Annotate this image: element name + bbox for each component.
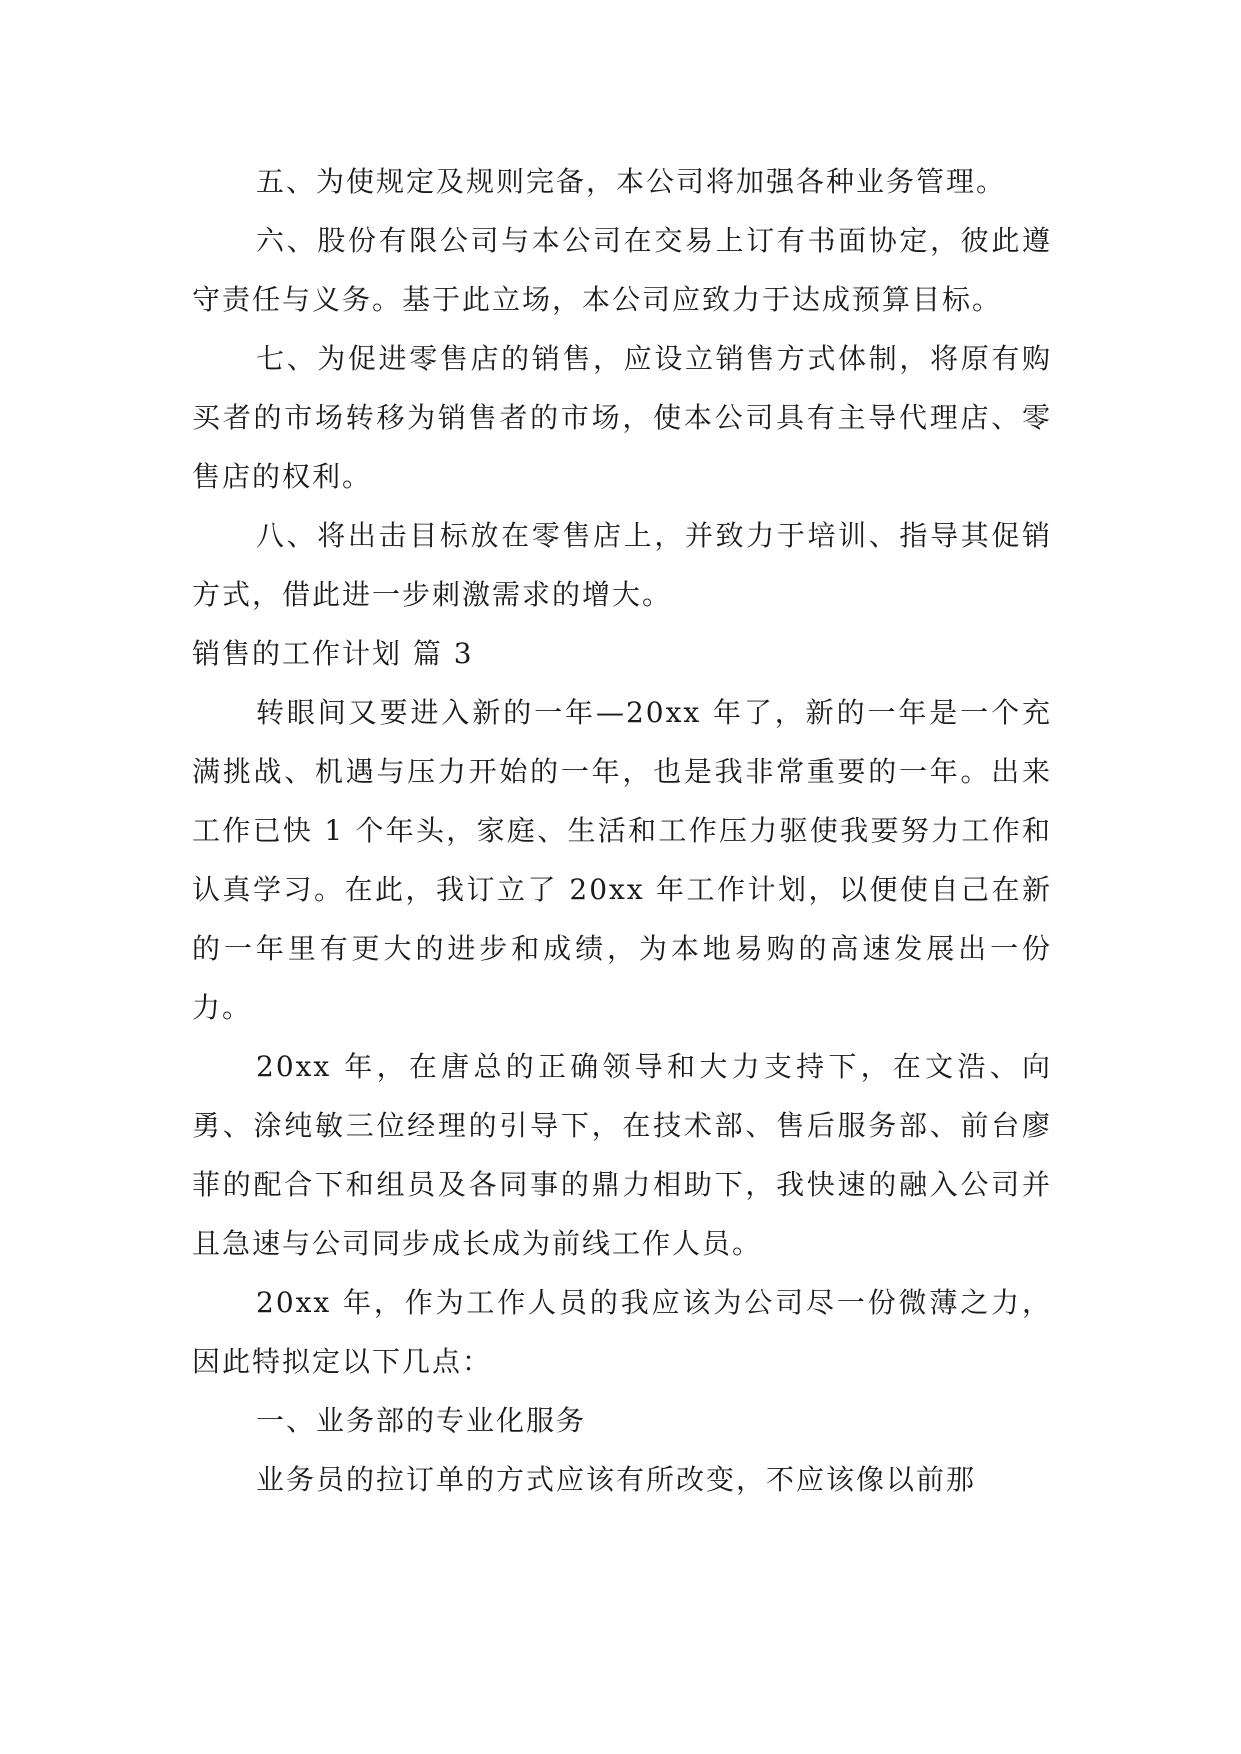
document-body (192, 152, 1052, 1509)
paragraph-item-5: 五、为使规定及规则完备，本公司将加强各种业务管理。 (256, 165, 1007, 198)
section-paragraph-intro: 转眼间又要进入新的一年—20xx 年了，新的一年是一个充满挑战、机遇与压力开始的一年，也是我非常重要的一年。出来工作已快 1 个年头，家庭、生活和工作压力驱使我要努力工作和认真学习。在此，我订立了 20xx 年工作计划，以便使自己在新的一年里有更大的进步和成绩，为本地易购的高速发展出一份力。 (192, 696, 1052, 1024)
paragraph-item-7: 七、为促进零售店的销售，应设立销售方式体制，将原有购买者的市场转移为销售者的市场，使本公司具有主导代理店、零售店的权利。 (192, 342, 1052, 493)
paragraph-item-8: 八、将出击目标放在零售店上，并致力于培训、指导其促销方式，借此进一步刺激需求的增大。 (192, 519, 1052, 611)
paragraph-item-6: 六、股份有限公司与本公司在交易上订有书面协定，彼此遵守责任与义务。基于此立场，本公司应致力于达成预算目标。 (192, 224, 1052, 316)
section-paragraph-plan: 20xx 年，作为工作人员的我应该为公司尽一份微薄之力，因此特拟定以下几点： (192, 1286, 1052, 1378)
section-heading: 销售的工作计划 篇 3 (192, 637, 474, 670)
section-paragraph-sales: 业务员的拉订单的方式应该有所改变，不应该像以前那 (256, 1463, 977, 1496)
section-paragraph-review: 20xx 年，在唐总的正确领导和大力支持下，在文浩、向勇、涂纯敏三位经理的引导下，在技术部、售后服务部、前台廖菲的配合下和组员及各同事的鼎力相助下，我快速的融入公司并且急速与公司同步成长成为前线工作人员。 (192, 1050, 1052, 1260)
section-subheading-1: 一、业务部的专业化服务 (256, 1404, 587, 1437)
